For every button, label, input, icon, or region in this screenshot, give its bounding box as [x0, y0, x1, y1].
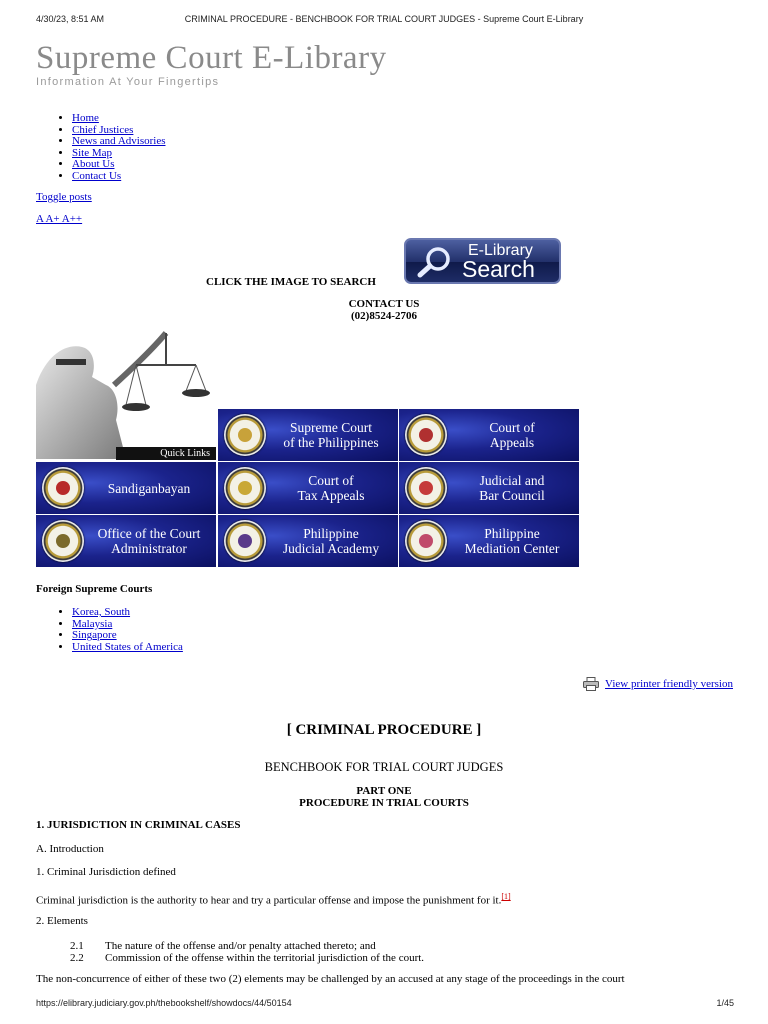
- court-tile-supreme-court[interactable]: [218, 409, 398, 461]
- foreign-link-usa[interactable]: United States of America: [72, 640, 183, 653]
- subsection-heading: 1. Criminal Jurisdiction defined: [36, 866, 176, 878]
- subsection-heading: 2. Elements: [36, 915, 88, 927]
- court-tile-label: Supreme Court of the Philippines: [283, 420, 379, 450]
- print-footer: [0, 998, 768, 1010]
- print-page-title: CRIMINAL PROCEDURE - BENCHBOOK FOR TRIAL COURT JUDGES - Supreme Court E-Library: [184, 14, 584, 24]
- printer-friendly-row: [583, 677, 733, 691]
- court-links-grid: [36, 409, 579, 568]
- search-prompt: CLICK THE IMAGE TO SEARCH: [206, 276, 376, 288]
- document-part-heading: [0, 785, 768, 809]
- list-item-number: 2.2: [70, 952, 84, 964]
- section-heading: 1. JURISDICTION IN CRIMINAL CASES: [36, 819, 241, 831]
- list-item: [72, 642, 183, 654]
- site-title[interactable]: Supreme Court E-Library: [36, 40, 387, 76]
- paragraph-text: Criminal jurisdiction is the authority to hear and try a particular offense and impose the punishment for it.: [36, 894, 502, 907]
- judicial-academy-seal-icon: [224, 520, 266, 562]
- court-tile-judicial-academy[interactable]: [218, 515, 398, 567]
- court-tile-tax-appeals[interactable]: [218, 462, 398, 514]
- sandiganbayan-seal-icon: [42, 467, 84, 509]
- main-nav: [36, 113, 166, 183]
- nav-link-about[interactable]: About Us: [72, 158, 115, 171]
- court-tile-court-administrator[interactable]: [36, 515, 216, 567]
- court-tile-mediation-center[interactable]: [399, 515, 579, 567]
- print-url: https://elibrary.judiciary.gov.ph/thebookshelf/showdocs/44/50154: [36, 998, 292, 1008]
- toggle-posts-link[interactable]: Toggle posts: [36, 191, 92, 203]
- court-tile-sandiganbayan[interactable]: [36, 462, 216, 514]
- court-tile-label: Office of the Court Administrator: [97, 526, 201, 556]
- nav-link-home[interactable]: Home: [72, 112, 99, 124]
- list-item-text: The nature of the offense and/or penalty attached thereto; and: [105, 940, 376, 952]
- search-button-label-bottom: Search: [462, 256, 535, 282]
- print-header: [0, 14, 768, 26]
- court-of-appeals-seal-icon: [405, 414, 447, 456]
- court-tile-judicial-bar-council[interactable]: [399, 462, 579, 514]
- foreign-link-singapore[interactable]: Singapore: [72, 629, 117, 642]
- font-size-control[interactable]: A A+ A++: [36, 213, 83, 225]
- contact-label: CONTACT US: [348, 298, 420, 310]
- court-tile-label: Court of Appeals: [489, 420, 535, 450]
- magnifier-icon: [414, 245, 464, 279]
- foreign-link-korea[interactable]: Korea, South: [72, 606, 131, 618]
- part-number: PART ONE: [356, 785, 412, 797]
- part-title: PROCEDURE IN TRIAL COURTS: [299, 797, 469, 809]
- printer-friendly-link[interactable]: View printer friendly version: [605, 678, 733, 690]
- foreign-courts-heading: Foreign Supreme Courts: [36, 583, 153, 595]
- nav-link-site-map[interactable]: Site Map: [72, 146, 113, 159]
- list-item-text: Commission of the offense within the territorial jurisdiction of the court.: [105, 952, 425, 964]
- court-tile-label: Philippine Mediation Center: [464, 526, 560, 556]
- printer-icon[interactable]: [583, 677, 599, 691]
- court-tile-label: Philippine Judicial Academy: [282, 526, 380, 556]
- print-datetime: 4/30/23, 8:51 AM: [36, 14, 105, 24]
- list-item-number: 2.1: [70, 940, 84, 952]
- elements-list: [70, 940, 424, 964]
- document-subtitle: BENCHBOOK FOR TRIAL COURT JUDGES: [264, 760, 504, 774]
- court-tile-label: Sandiganbayan: [107, 480, 191, 496]
- elibrary-search-button[interactable]: [404, 238, 561, 284]
- court-tile-court-of-appeals[interactable]: [399, 409, 579, 461]
- court-tile-label: Judicial and Bar Council: [479, 473, 545, 503]
- paragraph: [36, 892, 511, 907]
- footnote-link[interactable]: [1]: [501, 892, 511, 901]
- judicial-bar-council-seal-icon: [405, 467, 447, 509]
- court-administrator-seal-icon: [42, 520, 84, 562]
- nav-item-contact: [72, 171, 166, 183]
- tax-appeals-seal-icon: [224, 467, 266, 509]
- quick-links-label: Quick Links: [116, 447, 216, 460]
- contact-block: [0, 298, 768, 322]
- foreign-link-malaysia[interactable]: Malaysia: [72, 617, 113, 630]
- paragraph: The non-concurrence of either of these two (2) elements may be challenged by an accused at any stage of the proceedings in the court: [36, 973, 625, 985]
- nav-link-chief-justices[interactable]: Chief Justices: [72, 123, 134, 136]
- list-item: [70, 952, 424, 964]
- mediation-center-seal-icon: [405, 520, 447, 562]
- print-page-number: 1/45: [716, 998, 734, 1008]
- nav-link-contact[interactable]: Contact Us: [72, 169, 122, 182]
- nav-link-news[interactable]: News and Advisories: [72, 135, 166, 148]
- site-tagline: Information At Your Fingertips: [36, 76, 220, 88]
- foreign-courts-list: [36, 607, 183, 653]
- subsection-heading: A. Introduction: [36, 843, 104, 855]
- search-button-label-top: E-Library: [468, 242, 533, 259]
- document-title: [ CRIMINAL PROCEDURE ]: [286, 722, 482, 738]
- court-tile-label: Court of Tax Appeals: [297, 473, 365, 503]
- contact-phone: (02)8524-2706: [351, 310, 417, 322]
- list-item: [70, 940, 424, 952]
- supreme-court-seal-icon: [224, 414, 266, 456]
